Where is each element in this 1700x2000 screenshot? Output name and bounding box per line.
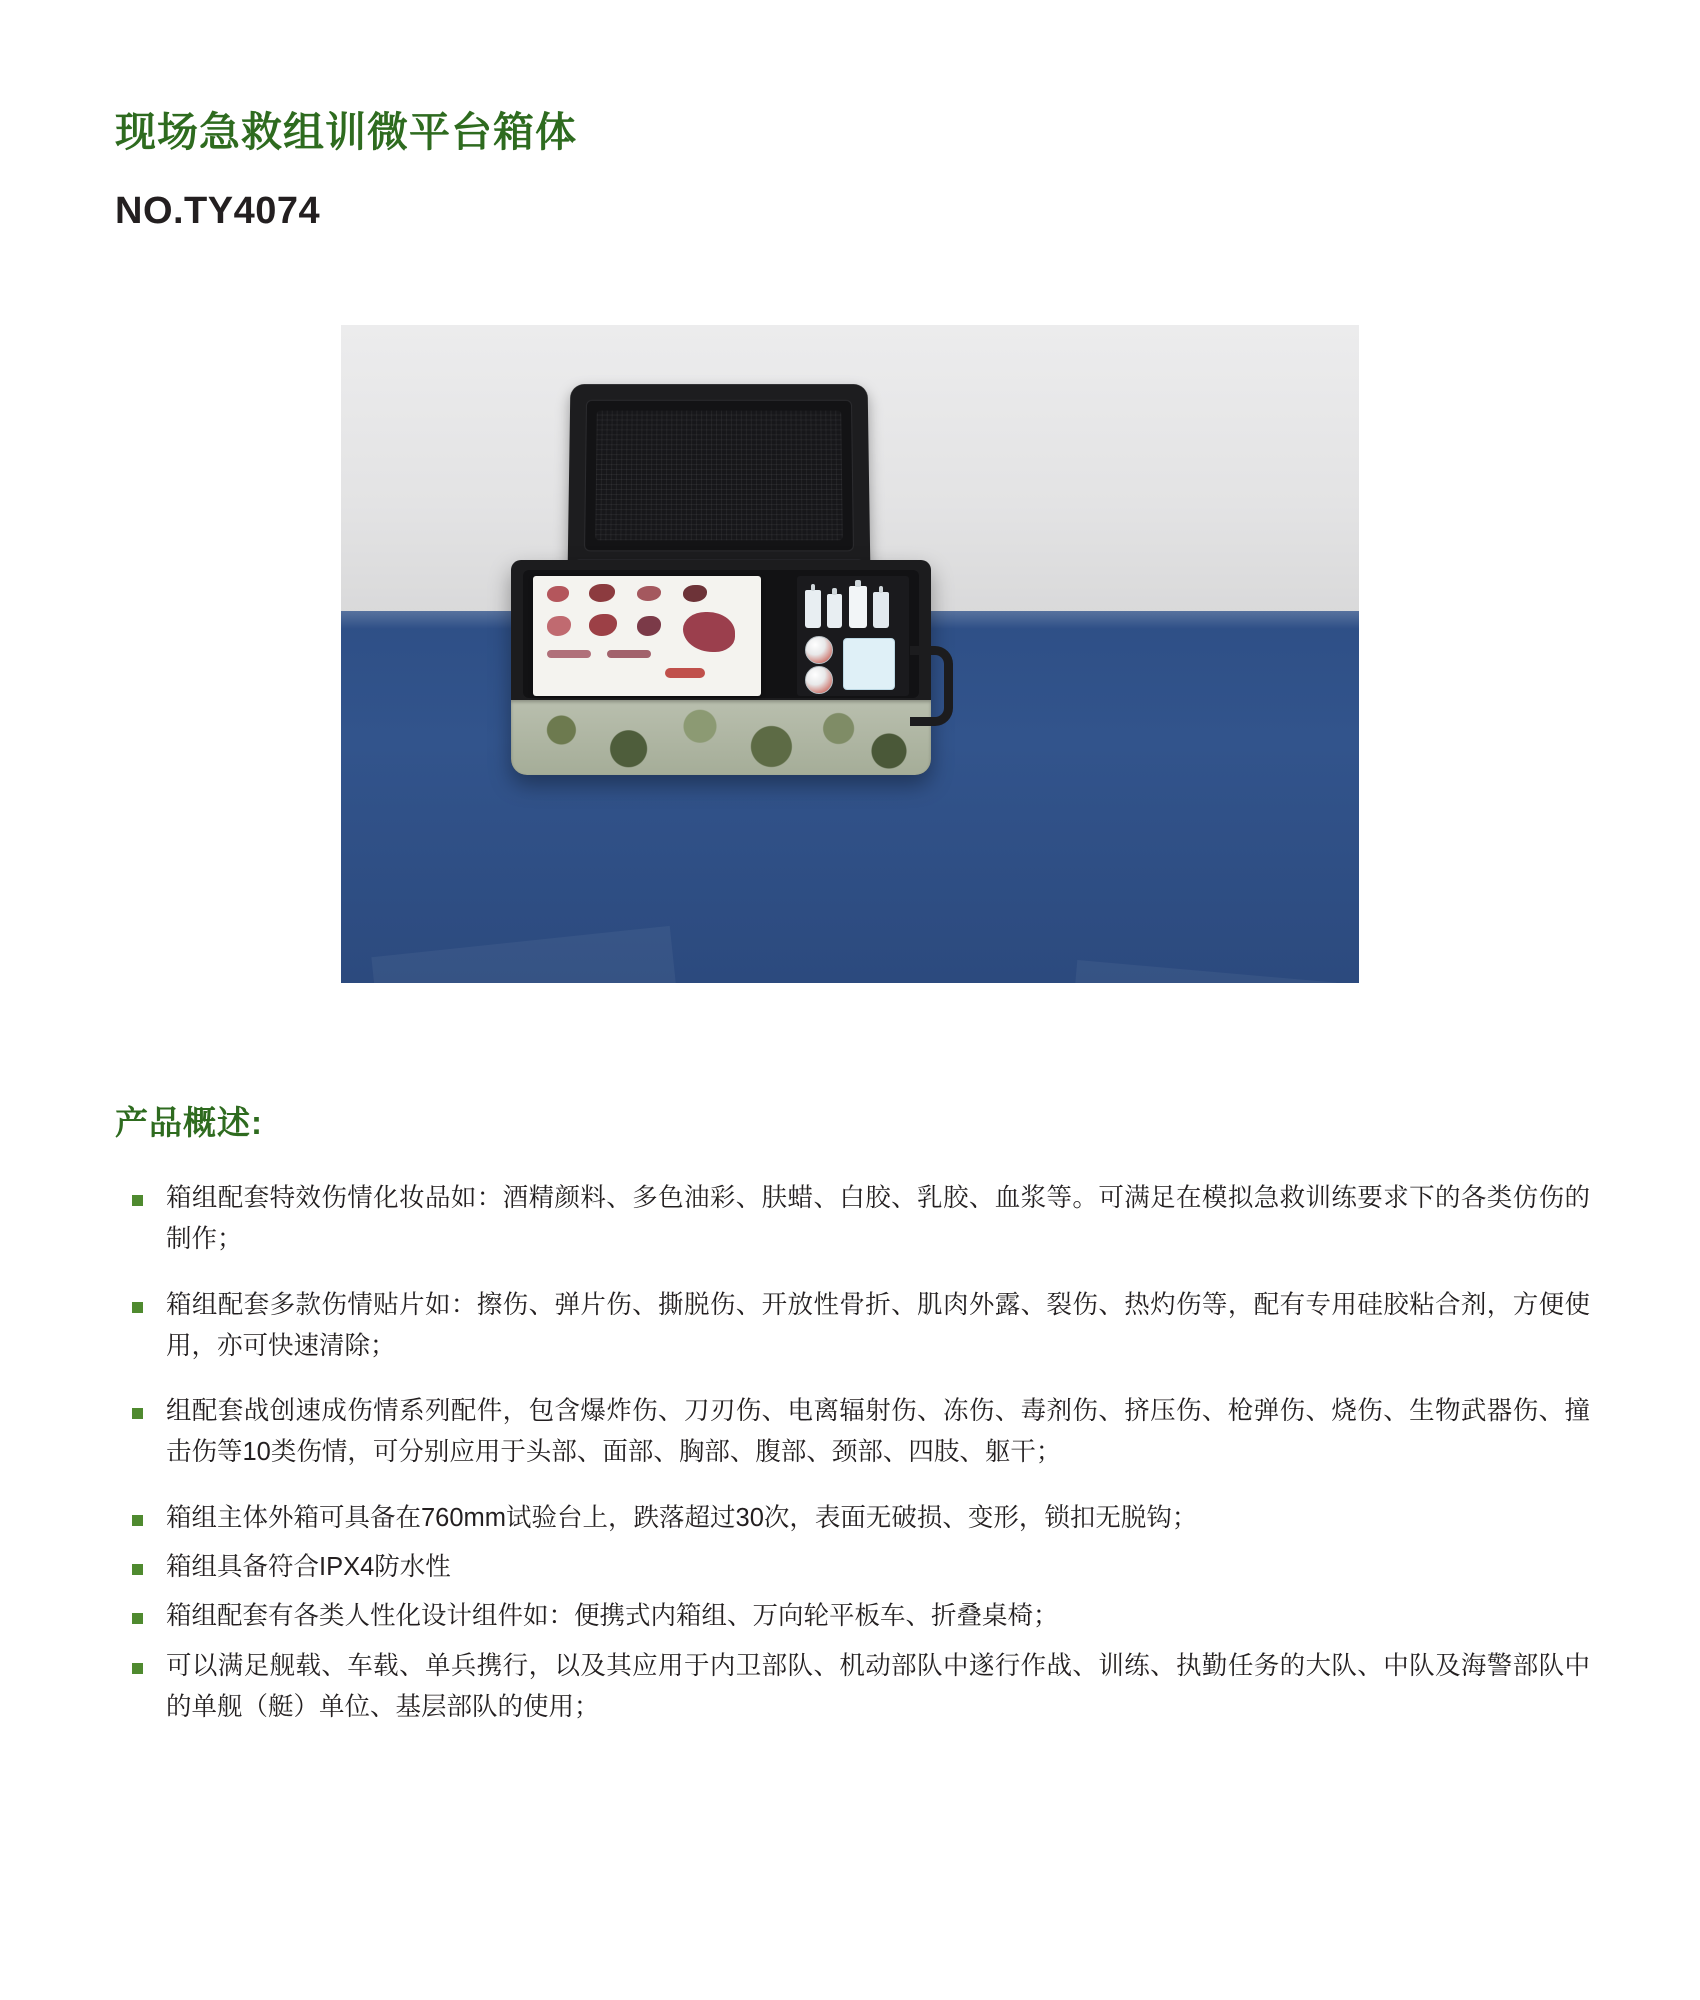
wound-sample: [547, 586, 569, 602]
pigment-bottle: [873, 592, 889, 628]
list-item: 可以满足舰载、车载、单兵携行，以及其应用于内卫部队、机动部队中遂行作战、训练、执勤任务的大队、中队及海警部队中的单舰（艇）单位、基层部队的使用；: [124, 1646, 1590, 1729]
cloth-fold: [371, 926, 690, 983]
title-block: [0, 0, 1700, 233]
wound-sample: [589, 584, 615, 602]
wax-jar: [805, 636, 833, 664]
list-item: 箱组具备符合IPX4防水性: [124, 1547, 1590, 1588]
product-photo-wrap: [340, 325, 1360, 985]
wound-sample: [665, 668, 705, 678]
case-body: [511, 560, 931, 775]
wound-sample: [547, 650, 591, 658]
wound-sample: [607, 650, 651, 658]
case-lid: [568, 384, 871, 574]
case-lid-mesh-pocket: [595, 411, 843, 541]
wound-sample: [683, 612, 735, 652]
overview-bullet-list: [0, 1178, 1700, 1728]
overview-heading: 产品概述:: [115, 1103, 263, 1141]
wax-jar: [805, 666, 833, 694]
wipes-pack: [843, 638, 895, 690]
case-handle: [910, 646, 953, 726]
case-tray: [523, 570, 919, 698]
list-item: 箱组配套特效伤情化妆品如：酒精颜料、多色油彩、肤蜡、白胶、乳胶、血浆等。可满足在模拟急救训练要求下的各类仿伤的制作；: [124, 1178, 1590, 1261]
list-item: 箱组配套多款伤情贴片如：擦伤、弹片伤、撕脱伤、开放性骨折、肌肉外露、裂伤、热灼伤等，配有专用硅胶粘合剂，方便使用，亦可快速清除；: [124, 1285, 1590, 1368]
product-code: NO.TY4074: [115, 190, 321, 233]
case-camouflage-shell: [511, 700, 931, 775]
wound-sticker-sheet: [533, 576, 761, 696]
cloth-fold: [1062, 960, 1337, 983]
wound-sample: [637, 616, 661, 636]
pigment-bottle: [805, 590, 821, 628]
wound-sample: [547, 616, 571, 636]
list-item: 箱组配套有各类人性化设计组件如：便携式内箱组、万向轮平板车、折叠桌椅；: [124, 1596, 1590, 1637]
supplies-bay: [797, 576, 909, 696]
list-item: 组配套战创速成伤情系列配件，包含爆炸伤、刀刃伤、电离辐射伤、冻伤、毒剂伤、挤压伤、枪弹伤、烧伤、生物武器伤、撞击伤等10类伤情，可分别应用于头部、面部、胸部、腹部、颈部、四肢、躯干；: [124, 1391, 1590, 1474]
pigment-bottle: [827, 594, 842, 628]
pigment-bottle: [849, 586, 867, 628]
page-title: 现场急救组训微平台箱体: [115, 109, 577, 155]
wound-sample: [683, 585, 707, 602]
wound-sample: [637, 586, 661, 601]
product-photo: [341, 325, 1359, 983]
case-lid-inner: [584, 400, 854, 552]
list-item: 箱组主体外箱可具备在760mm试验台上，跌落超过30次，表面无破损、变形，锁扣无脱钩；: [124, 1498, 1590, 1539]
wound-sample: [589, 614, 617, 636]
